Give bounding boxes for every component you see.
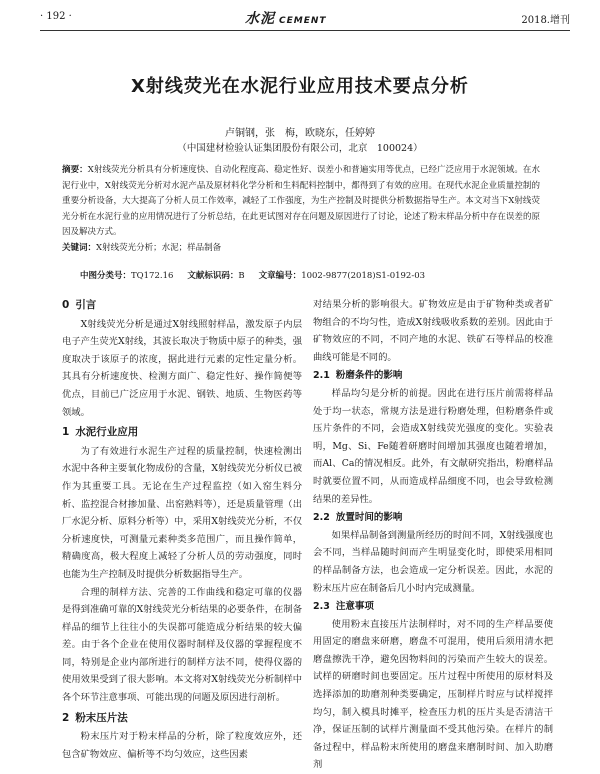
journal-logo [245,8,327,28]
subsection-heading [313,598,553,616]
subsection-number: 2.3 [313,601,330,613]
keywords-text: X射线荧光分析；水泥；样品制备 [96,243,222,253]
right-column [313,296,553,774]
section-heading [62,424,302,442]
doc-code-label: 文献标识码： [187,271,239,281]
section-title: 引言 [75,299,97,311]
section-heading [62,297,302,315]
subsection-heading [313,367,553,385]
paragraph: 使用粉末直接压片法制样时，对不同的生产样品要使用固定的磨盘来研磨，磨盘不可混用，使用后须用清水把磨盘擦洗干净，避免因物料间的污染而产生较大的误差。试样的研磨时间也要固定。压片过程中所使用的原材料及选择添加的助磨剂种类要确定，压制样片时应与试样搅拌均匀，制入模具时摊平，检查压力机的压片头是否清洁干净，保证压制的试样片测量面不受其他污染。在样片的制备过程中，样品粉末所使用的磨盘来磨制时间、加入助磨剂 [313,618,553,771]
article-no-value: 1002-9877(2018)S1-0192-03 [301,271,426,281]
affiliation: （中国建材检验认证集团股份有限公司，北京 100024） [177,143,423,154]
journal-logo-cn: 水泥 [245,11,275,27]
subsection-number: 2.1 [313,370,330,382]
subsection-title: 放置时间的影响 [335,512,403,524]
running-header [40,8,570,31]
paragraph: 如果样品制备到测量所经历的时间不同，X射线强度也会不同，当样品随时间而产生明显变化时，即使采用相同的样品制备方法，也会造成一定分析误差。因此，水泥的粉末压片应在制备后几小时内完成测量。 [313,529,553,594]
abstract-text: X射线荧光分析具有分析速度快、自动化程度高、稳定性好、误差小和普遍实用等优点，已经广泛应用于水泥领域。在水泥行业中，X射线荧光分析对水泥产品及原材料化学分析和生料配料控制中，都得到了有效的应用。在现代水泥企业质量控制的重要分析设备，大大提高了分析人员工作效率，减轻了工作强度，为生产控制及时提供分析数据指导生产。本文对当下X射线荧光分析在水泥行业的应用情况进行了分析总结，在此更试图对存在问题及原因进行了讨论，论述了粉末样品分析中存在误差的原因及解决方式。 [62,165,540,237]
section-number: 0 [62,299,70,311]
paragraph: 为了有效进行水泥生产过程的质量控制，快速检测出水泥中各种主要氧化物成份的含量，X射线荧光分析仪已被作为其重要工具。无论在生产过程监控（如入窑生料分析、监控混合材掺加量、出窑熟料等），还是质量管理（出厂水泥分析、原料分析等）中，采用X射线荧光分析，不仅分析速度快，可测量元素种类多范围广，而且操作简单，精确度高，极大程度上减轻了分析人员的劳动强度，同时也能为生产控制及时提供分析数据指导生产。 [62,445,302,580]
subsection-heading [313,509,553,527]
keywords-label: 关键词： [62,243,97,253]
issue-label: 2018.增刊 [521,15,570,26]
subsection-title: 注意事项 [335,601,374,613]
abstract-label: 摘要： [62,165,88,175]
clc-value: TQ172.16 [131,271,174,281]
clc-label: 中图分类号： [80,271,132,281]
section-heading [62,710,302,728]
doc-code-value: B [238,271,245,281]
keywords [62,241,540,253]
paragraph: 粉末压片对于粉末样品的分析，除了粒度效应外，还包含矿物效应、偏析等不均匀效应，这些因素 [62,731,302,760]
section-number: 1 [62,426,70,439]
paragraph: X射线荧光分析是通过X射线照射样品，激发原子内层电子产生荧光X射线，其波长取决于物质中原子的种类，强度取决于该原子的浓度，据此进行元素的定性定量分析。其具有分析速度快、检测方面广、稳定性好、操作简便等优点，目前已广泛应用于水泥、钢铁、地质、生物医药等领域。 [62,318,302,418]
section-title: 水泥行业应用 [75,426,139,439]
classification-line [80,269,540,281]
subsection-title: 粉磨条件的影响 [335,370,403,382]
article-no-label: 文章编号： [258,271,302,281]
author-list: 卢铜钢，张 梅，欧晓东，任婷婷 [225,128,375,139]
page-number: · 192 · [40,11,72,22]
left-column [62,294,302,763]
subsection-number: 2.2 [313,512,330,524]
paragraph: 对结果分析的影响很大。矿物效应是由于矿物种类或者矿物组合的不均匀性，造成X射线吸收系数的差别。因此由于矿物效应的不同，不同产地的水泥、铁矿石等样品的校准曲线可能是不同的。 [313,299,553,363]
abstract [62,163,540,241]
section-title: 粉末压片法 [75,711,128,724]
paragraph: 样品均匀是分析的前提。因此在进行压片前需将样品处于均一状态，常规方法是进行粉磨处理，但粉磨条件或压片条件的不同，会造成X射线荧光强度的变化。实验表明，Mg、Si、Fe随着研磨时间增加其强度也随着增加，而Al、Ca的情况相反。此外，有文献研究指出，粉磨样品时就要位置不同，从而造成样品细度不同，也会导致检测结果的差异性。 [313,387,553,505]
journal-logo-en: CEMENT [279,16,327,26]
section-number: 2 [62,711,70,724]
article-title: X射线荧光在水泥行业应用技术要点分析 [131,76,469,97]
paragraph: 合理的制样方法、完善的工作曲线和稳定可靠的仪器是得到准确可靠的X射线荧光分析结果的必要条件，在制备样品的细节上往往小的失误都可能造成分析结果的较大偏差。由于各个企业在使用仪器时制样及仪器的掌握程度不同，特别是企业内部所进行的制样方法不同，使得仪器的使用效果受到了很大影响。本文将对X射线荧光分析制样中各个环节注意事项、可能出现的问题及原因进行剖析。 [62,586,302,704]
